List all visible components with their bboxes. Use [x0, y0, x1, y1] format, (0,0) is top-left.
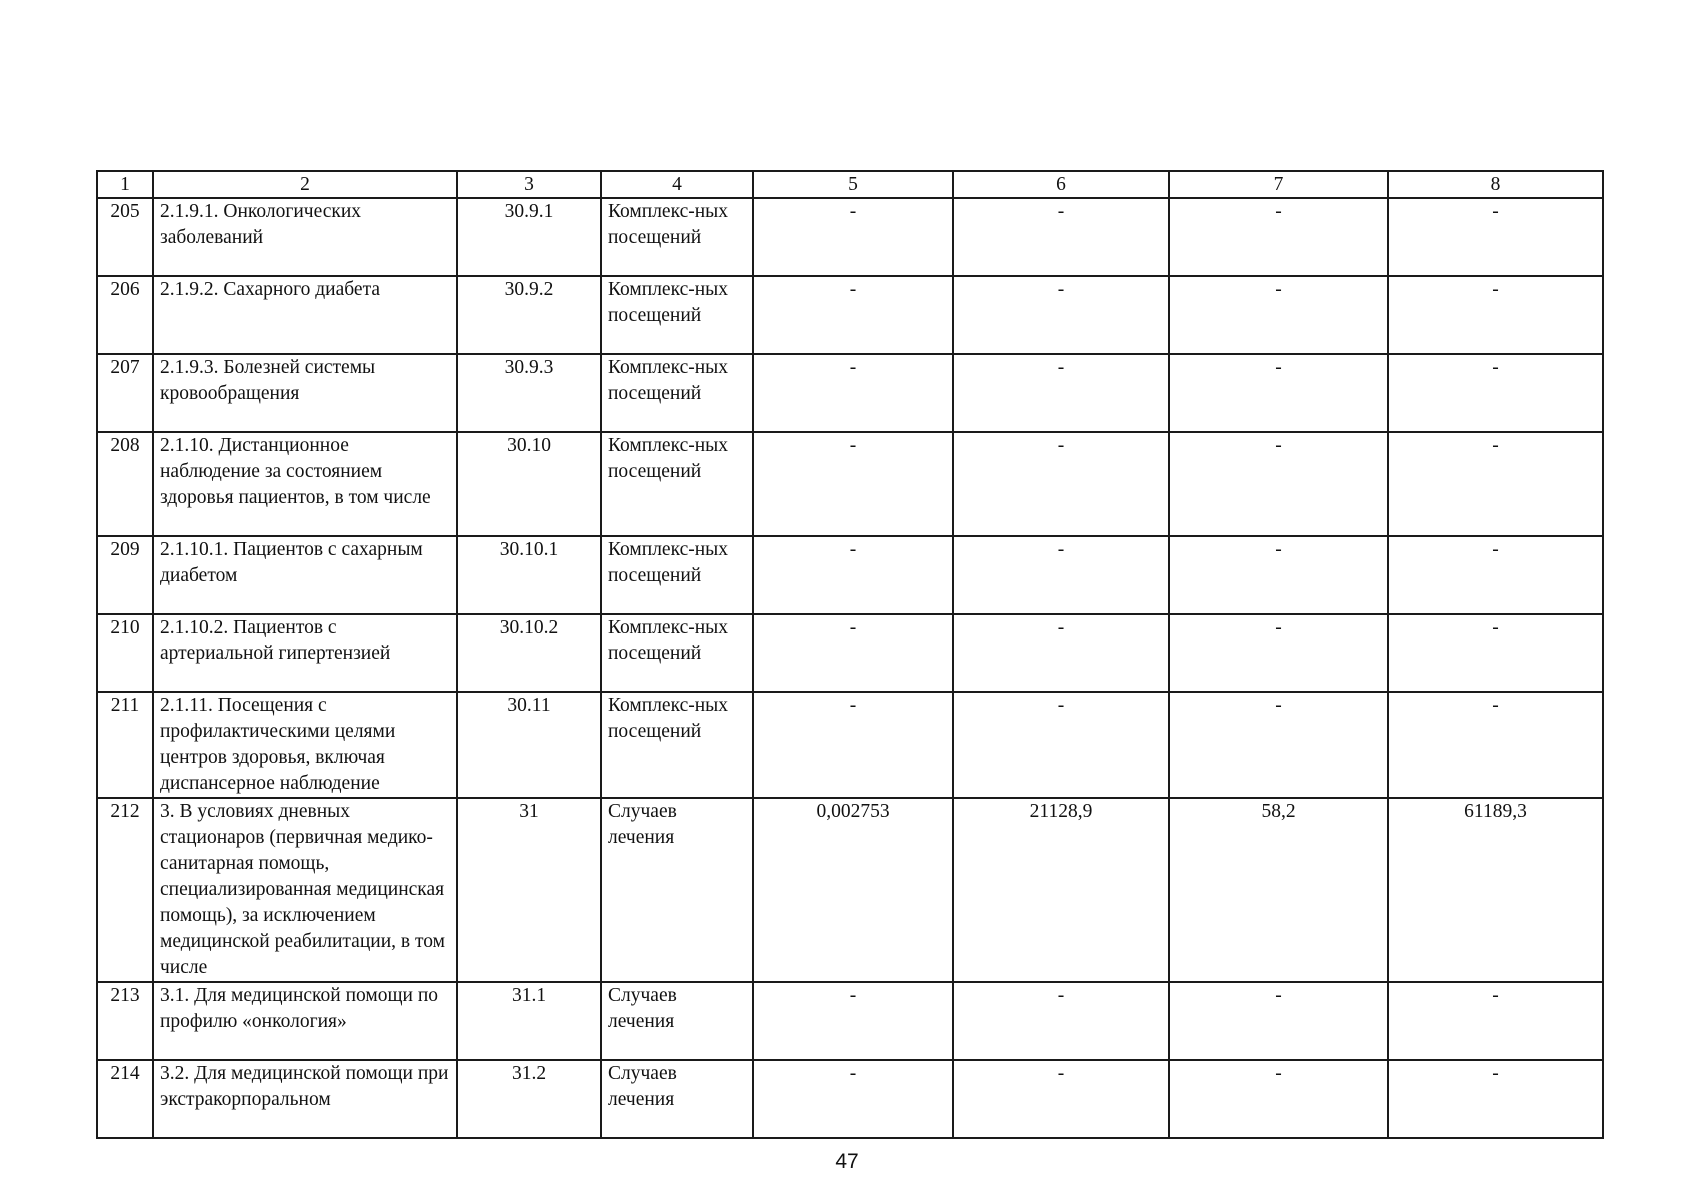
- row-value-6: -: [953, 692, 1169, 798]
- table-row: [97, 276, 1603, 354]
- row-name: 2.1.11. Посещения с профилактическими целями центров здоровья, включая диспансерное наблюдение: [153, 692, 457, 798]
- table-row: [97, 692, 1603, 798]
- row-name: 2.1.9.3. Болезней системы кровообращения: [153, 354, 457, 432]
- row-code: 30.10: [457, 432, 601, 536]
- row-value-7: -: [1169, 354, 1388, 432]
- row-code: 30.10.2: [457, 614, 601, 692]
- row-value-8: 61189,3: [1388, 798, 1603, 982]
- row-value-7: 58,2: [1169, 798, 1388, 982]
- row-code: 30.9.2: [457, 276, 601, 354]
- row-value-8: -: [1388, 536, 1603, 614]
- row-value-8: -: [1388, 198, 1603, 276]
- row-value-6: -: [953, 1060, 1169, 1138]
- header-cell-1: 1: [97, 171, 153, 198]
- row-code: 30.10.1: [457, 536, 601, 614]
- row-code: 30.11: [457, 692, 601, 798]
- row-value-6: 21128,9: [953, 798, 1169, 982]
- row-value-6: -: [953, 982, 1169, 1060]
- row-value-6: -: [953, 614, 1169, 692]
- document-page: [96, 170, 1602, 1139]
- row-unit: Комплекс-ных посещений: [601, 614, 753, 692]
- row-value-8: -: [1388, 614, 1603, 692]
- header-cell-6: 6: [953, 171, 1169, 198]
- row-name: 3.1. Для медицинской помощи по профилю «онкология»: [153, 982, 457, 1060]
- header-cell-4: 4: [601, 171, 753, 198]
- row-unit: Комплекс-ных посещений: [601, 198, 753, 276]
- row-number: 205: [97, 198, 153, 276]
- table-row: [97, 798, 1603, 982]
- row-value-5: -: [753, 198, 953, 276]
- row-value-7: -: [1169, 536, 1388, 614]
- row-value-6: -: [953, 198, 1169, 276]
- table-row: [97, 198, 1603, 276]
- row-number: 213: [97, 982, 153, 1060]
- row-value-8: -: [1388, 276, 1603, 354]
- table-row: [97, 614, 1603, 692]
- row-value-5: -: [753, 1060, 953, 1138]
- row-code: 30.9.3: [457, 354, 601, 432]
- row-number: 206: [97, 276, 153, 354]
- data-table: [96, 170, 1604, 1139]
- row-value-5: -: [753, 692, 953, 798]
- row-number: 212: [97, 798, 153, 982]
- row-value-8: -: [1388, 692, 1603, 798]
- row-value-6: -: [953, 354, 1169, 432]
- row-name: 3. В условиях дневных стационаров (первичная медико-санитарная помощь, специализированная медицинская помощь), за исключением медицинской реабилитации, в том числе: [153, 798, 457, 982]
- row-value-5: -: [753, 354, 953, 432]
- row-number: 207: [97, 354, 153, 432]
- row-number: 209: [97, 536, 153, 614]
- row-number: 214: [97, 1060, 153, 1138]
- row-code: 31.2: [457, 1060, 601, 1138]
- row-name: 2.1.9.1. Онкологических заболеваний: [153, 198, 457, 276]
- row-unit: Случаев лечения: [601, 982, 753, 1060]
- row-value-6: -: [953, 536, 1169, 614]
- row-unit: Комплекс-ных посещений: [601, 536, 753, 614]
- row-value-8: -: [1388, 982, 1603, 1060]
- header-cell-5: 5: [753, 171, 953, 198]
- row-value-7: -: [1169, 692, 1388, 798]
- row-name: 2.1.10.2. Пациентов с артериальной гипертензией: [153, 614, 457, 692]
- table-row: [97, 432, 1603, 536]
- row-unit: Комплекс-ных посещений: [601, 354, 753, 432]
- row-name: 2.1.10.1. Пациентов с сахарным диабетом: [153, 536, 457, 614]
- row-value-7: -: [1169, 982, 1388, 1060]
- header-row: [97, 171, 1603, 198]
- row-value-7: -: [1169, 1060, 1388, 1138]
- header-cell-3: 3: [457, 171, 601, 198]
- row-number: 211: [97, 692, 153, 798]
- row-value-5: -: [753, 276, 953, 354]
- header-cell-7: 7: [1169, 171, 1388, 198]
- row-name: 3.2. Для медицинской помощи при экстракорпоральном: [153, 1060, 457, 1138]
- row-value-5: -: [753, 536, 953, 614]
- row-value-7: -: [1169, 614, 1388, 692]
- row-unit: Случаев лечения: [601, 1060, 753, 1138]
- row-value-7: -: [1169, 276, 1388, 354]
- row-number: 210: [97, 614, 153, 692]
- row-name: 2.1.9.2. Сахарного диабета: [153, 276, 457, 354]
- row-value-6: -: [953, 276, 1169, 354]
- row-code: 30.9.1: [457, 198, 601, 276]
- row-value-7: -: [1169, 198, 1388, 276]
- table-body: [97, 198, 1603, 1138]
- row-value-5: 0,002753: [753, 798, 953, 982]
- row-code: 31.1: [457, 982, 601, 1060]
- row-value-8: -: [1388, 432, 1603, 536]
- row-unit: Комплекс-ных посещений: [601, 276, 753, 354]
- row-value-8: -: [1388, 354, 1603, 432]
- table-row: [97, 1060, 1603, 1138]
- table-row: [97, 354, 1603, 432]
- row-unit: Случаев лечения: [601, 798, 753, 982]
- row-number: 208: [97, 432, 153, 536]
- table-row: [97, 982, 1603, 1060]
- row-unit: Комплекс-ных посещений: [601, 692, 753, 798]
- table-row: [97, 536, 1603, 614]
- row-value-5: -: [753, 982, 953, 1060]
- row-value-7: -: [1169, 432, 1388, 536]
- row-value-5: -: [753, 614, 953, 692]
- row-name: 2.1.10. Дистанционное наблюдение за состоянием здоровья пациентов, в том числе: [153, 432, 457, 536]
- header-cell-2: 2: [153, 171, 457, 198]
- page-number: 47: [835, 1150, 859, 1173]
- table-header: [97, 171, 1603, 198]
- row-value-5: -: [753, 432, 953, 536]
- header-cell-8: 8: [1388, 171, 1603, 198]
- row-unit: Комплекс-ных посещений: [601, 432, 753, 536]
- row-value-8: -: [1388, 1060, 1603, 1138]
- row-value-6: -: [953, 432, 1169, 536]
- row-code: 31: [457, 798, 601, 982]
